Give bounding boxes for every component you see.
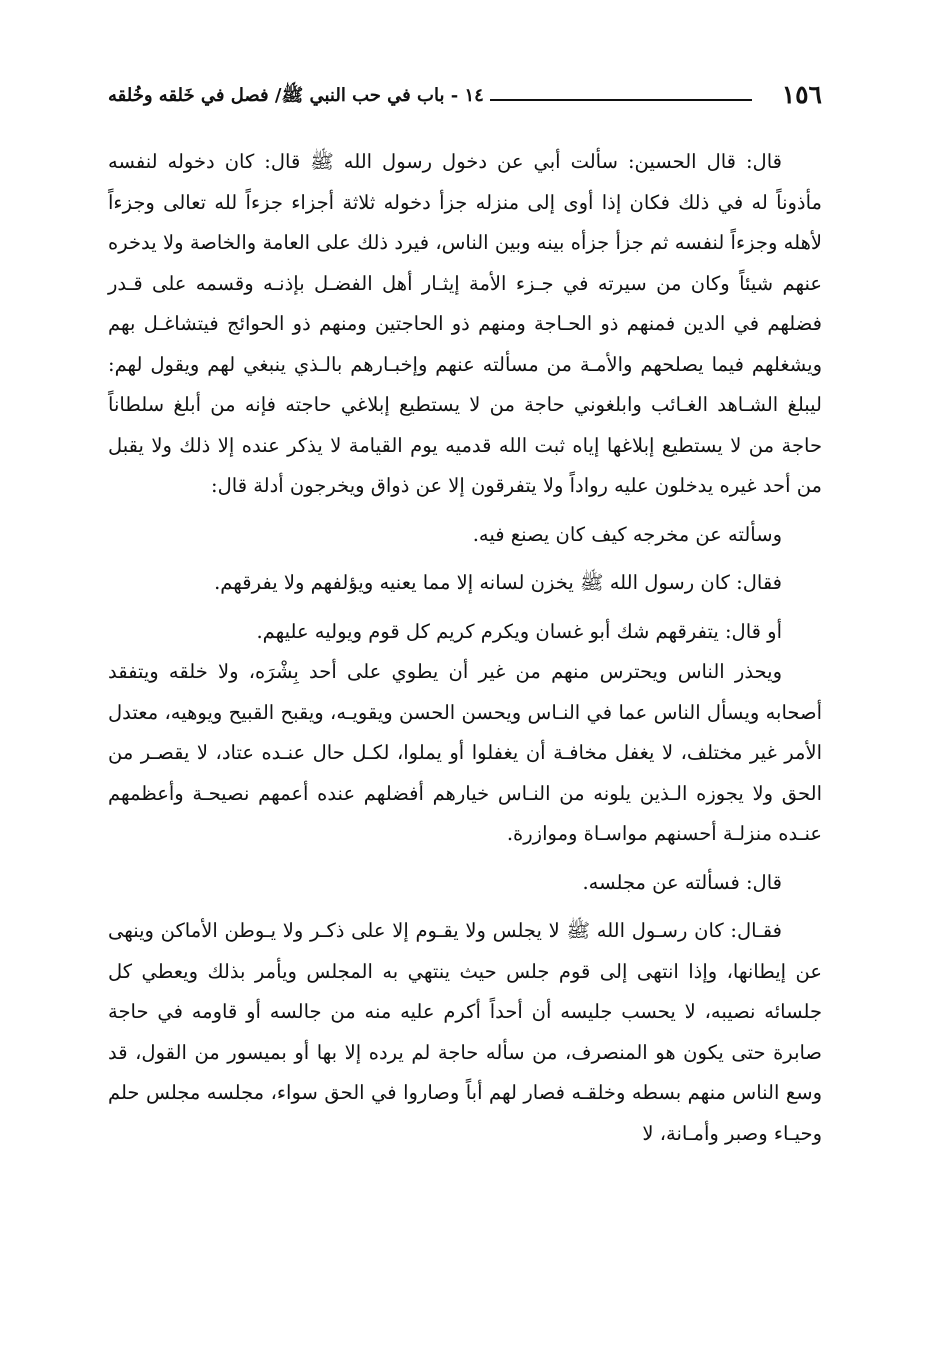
- header-rule: [490, 99, 752, 101]
- paragraph: وسألته عن مخرجه كيف كان يصنع فيه.: [472, 522, 782, 546]
- paragraph: فقـال: كان رسـول الله ﷺ لا يجلس ولا يقـوم إلا على ذكـر ولا يـوطن الأماكن وينهى عن إيطانها، وإذا انتهى إلى قوم جلس حيث ينتهي به المجلس ويأمر بذلك ويعطي كل جلسائه نصيبه، لا يحسب جليسه أن أحداً أكرم عليه منه من جالسه أو قاومه في حاجة صابرة حتى يكون هو المنصرف، من سأله حاجة لم يرده إلا بها أو بميسور من القول، قد وسع الناس منهم بسطه وخلقـه فصار لهم أباً وصاروا في الحق سواء، مجلسه مجلس حلم وحيـاء وصبر وأمـانة، لا: [108, 919, 822, 1145]
- body-text: [108, 142, 822, 1154]
- paragraph: أو قال: يتفرقهم شك أبو غسان ويكرم كريم كل قوم ويوليه عليهم.: [256, 619, 782, 643]
- paragraph: قال: فسألته عن مجلسه.: [582, 870, 782, 894]
- running-title: ١٤ - باب في حب النبي ﷺ/ فصل في خَلقه وخُلقه: [108, 85, 484, 106]
- paragraph: قال: قال الحسين: سألت أبي عن دخول رسول الله ﷺ قال: كان دخوله لنفسه مأذوناً له في ذلك فكان إذا أوى إلى منزله جزأ دخوله ثلاثة أجزاء جزءاً لله تعالى وجزءاً لأهله وجزءاً لنفسه ثم جزأ جزأه بينه وبين الناس، فيرد ذلك على العامة والخاصة ولا يدخره عنهم شيئاً وكان من سيرته في جـزء الأمة إيثـار أهل الفضـل بإذنـه وقسمه على قـدر فضلهم في الدين فمنهم ذو الحـاجة ومنهم ذو الحاجتين ومنهم ذو الحوائج فيتشاغـل بهم ويشغلهم فيما يصلحهم والأمـة من مسألته عنهم وإخبـارهم بالـذي ينبغي لهم ويقول لهم: ليبلغ الشـاهد الغـائب وابلغوني حاجة من لا يستطيع إبلاغي حاجته فإنه من أبلغ سلطاناً حاجة من لا يستطيع إبلاغها إياه ثبت الله قدميه يوم القيامة لا يذكر عنده إلا ذلك ولا يقبل من أحد غيره يدخلون عليه رواداً ولا يتفرقون إلا عن ذواق ويخرجون أدلة قال:: [108, 150, 822, 497]
- page-header: [108, 80, 822, 120]
- page-number: ١٥٦: [781, 80, 822, 109]
- paragraph: ويحذر الناس ويحترس منهم من غير أن يطوي على أحد بِشْرَه، ولا خلقه ويتفقد أصحابه ويسأل الناس عما في النـاس ويحسن الحسن ويقويـه، ويقبح القبيح ويوهيه، معتدل الأمر غير مختلف، لا يغفل مخافـة أن يغفلوا أو يملوا، لكـل حال عنـده عتاد، لا يقصـر من الحق ولا يجوزه الـذين يلونه من النـاس خيارهم أفضلهم عنده أعمهم نصيحـة وأعظمهم عنـده منزلـة أحسنهم مواسـاة وموازرة.: [108, 660, 822, 845]
- paragraph: فقال: كان رسول الله ﷺ يخزن لسانه إلا مما يعنيه ويؤلفهم ولا يفرقهم.: [214, 571, 782, 594]
